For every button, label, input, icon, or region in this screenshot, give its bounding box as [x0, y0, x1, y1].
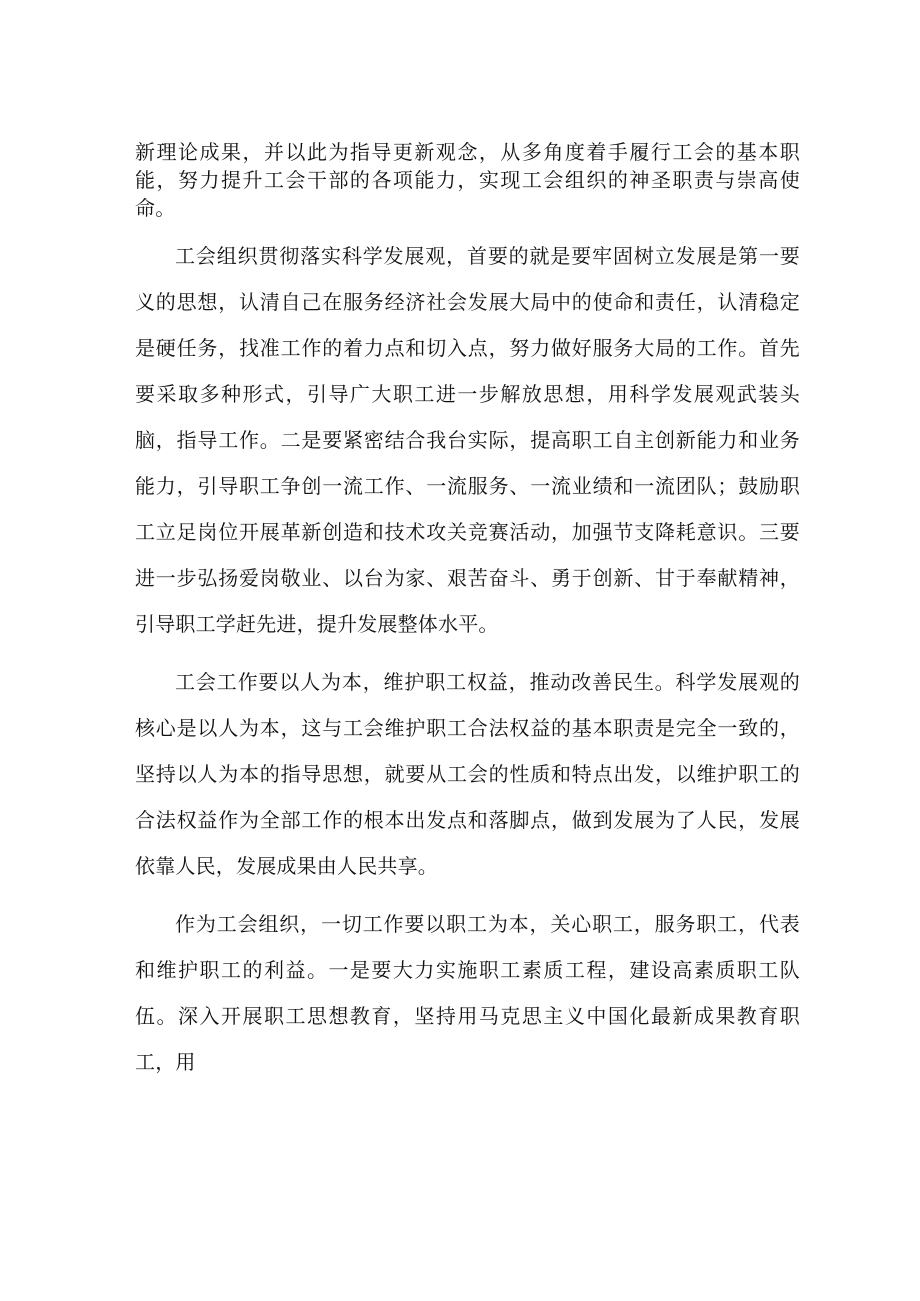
paragraph-continuation: 新理论成果，并以此为指导更新观念，从多角度着手履行工会的基本职能，努力提升工会干部的各项能力，实现工会组织的神圣职责与崇高使命。: [135, 140, 800, 220]
document-body: [135, 138, 800, 1085]
paragraph-people-oriented: 工会工作要以人为本，维护职工权益，推动改善民生。科学发展观的核心是以人为本，这与工会维护职工合法权益的基本职责是完全一致的，坚持以人为本的指导思想，就要从工会的性质和特点出发，以维护职工的合法权益作为全部工作的根本出发点和落脚点，做到发展为了人民，发展依靠人民，发展成果由人民共享。: [135, 670, 800, 878]
paragraph-scientific-development: 工会组织贯彻落实科学发展观，首要的就是要牢固树立发展是第一要义的思想，认清自己在服务经济社会发展大局中的使命和责任，认清稳定是硬任务，找准工作的着力点和切入点，努力做好服务大局的工作。首先要采取多种形式，引导广大职工进一步解放思想，用科学发展观武装头脑，指导工作。二是要紧密结合我台实际，提高职工自主创新能力和业务能力，引导职工争创一流工作、一流服务、一流业绩和一流团队；鼓励职工立足岗位开展革新创造和技术攻关竞赛活动，加强节支降耗意识。三要进一步弘扬爱岗敬业、以台为家、艰苦奋斗、勇于创新、甘于奉献精神，引导职工学赶先进，提升发展整体水平。: [135, 244, 800, 636]
paragraph-worker-quality: 作为工会组织，一切工作要以职工为本，关心职工，服务职工，代表和维护职工的利益。一是要大力实施职工素质工程，建设高素质职工队伍。深入开展职工思想教育，坚持用马克思主义中国化最新成果教育职工，用: [135, 912, 800, 1074]
